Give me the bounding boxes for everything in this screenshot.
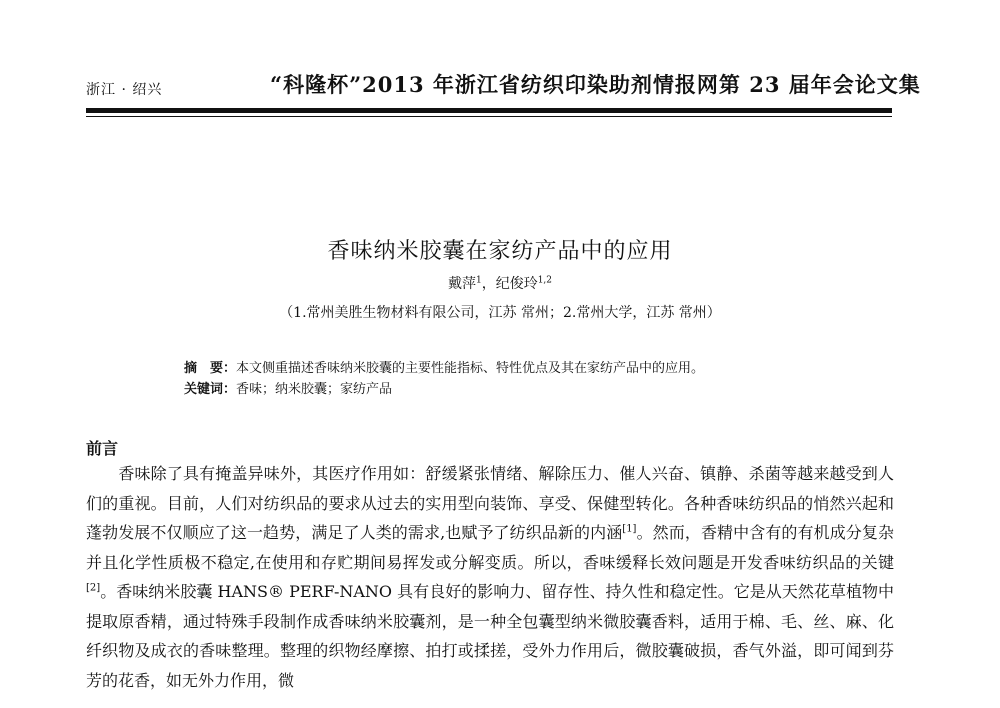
author-affiliation-mark: 1 xyxy=(475,275,482,286)
author-affiliation-mark: 1,2 xyxy=(537,275,553,286)
paragraph-text: 。然而，香精中含有的有机成分复杂并且化学性质极不稳定,在使用和存贮期间易挥发或分解变质。所以，香味缓释长效问题是开发香味纺织品的关键 xyxy=(86,523,894,572)
section-heading: 前言 xyxy=(86,439,119,458)
body-paragraph xyxy=(86,459,894,695)
indent xyxy=(86,464,118,483)
keywords-text: 香味；纳米胶囊；家纺产品 xyxy=(236,382,393,397)
author-line xyxy=(0,273,1000,293)
abstract xyxy=(184,357,704,376)
author-separator: ， xyxy=(481,276,496,292)
citation-ref: [1] xyxy=(622,523,637,535)
abstract-label: 摘 要： xyxy=(184,361,237,376)
paragraph-text: 香味除了具有掩盖异味外，其医疗作用如：舒缓紧张情绪、解除压力、催人兴奋、镇静、杀菌等越来越受到人们的重视。目前，人们对纺织品的要求从过去的实用型向装饰、享受、保健型转化。各种香味纺织品的悄然兴起和蓬勃发展不仅顺应了这一趋势，满足了人类的需求,也赋予了纺织品新的内涵 xyxy=(86,464,894,542)
citation-ref: [2] xyxy=(86,582,101,594)
paper-title: 香味纳米胶囊在家纺产品中的应用 xyxy=(327,239,673,264)
keywords-label: 关键词： xyxy=(184,382,237,397)
keywords xyxy=(184,378,392,397)
affiliations: （1.常州美胜生物材料有限公司，江苏 常州；2.常州大学，江苏 常州） xyxy=(279,305,721,321)
abstract-text: 本文侧重描述香味纳米胶囊的主要性能指标、特性优点及其在家纺产品中的应用。 xyxy=(236,361,705,376)
header-location: 浙江 · 绍兴 xyxy=(86,82,163,98)
header-rule-thin xyxy=(86,116,892,117)
header-rule-thick xyxy=(86,108,892,113)
header-proceedings-title: “科隆杯”2013 年浙江省纺织印染助剂情报网第 23 届年会论文集 xyxy=(270,72,921,97)
author-name: 戴萍 xyxy=(447,276,476,292)
paragraph-text: 。香味纳米胶囊 HANS® PERF-NANO 具有良好的影响力、留存性、持久性和稳定性。它是从天然花草植物中提取原香精，通过特殊手段制作成香味纳米胶囊剂，是一种全包囊型纳米微胶囊香料，适用于棉、毛、丝、麻、化纤织物及成衣的香味整理。整理的织物经摩擦、拍打或揉搓，受外力作用后，微胶囊破损，香气外溢，即可闻到芬芳的花香，如无外力作用，微 xyxy=(86,582,894,690)
author-name: 纪俊玲 xyxy=(495,276,538,292)
